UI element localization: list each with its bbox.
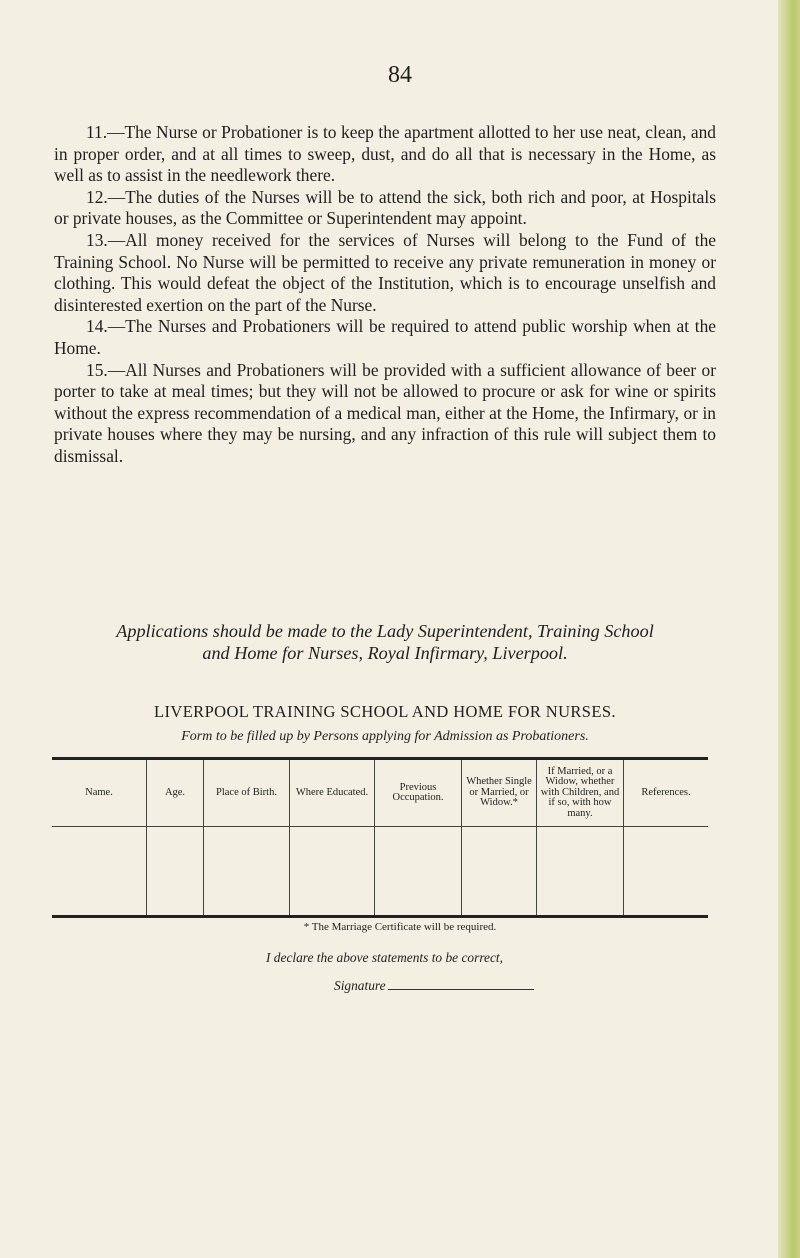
- applications-line-2: and Home for Nurses, Royal Infirmary, Liverpool.: [202, 643, 568, 663]
- declaration: I declare the above statements to be correct,: [266, 950, 503, 965]
- column-header-children: If Married, or a Widow, whether with Children, and if so, with how many.: [537, 760, 623, 827]
- rule-11: 11.—The Nurse or Probationer is to keep the apartment allotted to her use neat, clean, and in proper order, and at all times to sweep, dust, and do all that is necessary in the Home, as well as to assist in the needlework there.: [54, 122, 716, 186]
- rules-section: [54, 122, 716, 468]
- column-where-educated: [289, 760, 374, 915]
- column-marital-status: [461, 760, 536, 915]
- column-header-age: Age.: [147, 760, 203, 827]
- column-references: [623, 760, 708, 915]
- signature-line: [334, 978, 534, 994]
- page-edge: [778, 0, 800, 1258]
- column-header-where-educated: Where Educated.: [290, 760, 374, 827]
- column-previous-occupation: [374, 760, 461, 915]
- column-name: [52, 760, 146, 915]
- rule-14: 14.—The Nurses and Probationers will be required to attend public worship when at the Home.: [54, 316, 716, 358]
- rule-13: 13.—All money received for the services of Nurses will belong to the Fund of the Training School. No Nurse will be permitted to receive any private remuneration in money or clothing. This would defeat the object of the Institution, which is to encourage unselfish and disinterested exertion on the part of the Nurse.: [54, 229, 716, 315]
- column-header-previous-occupation: Previous Occupation.: [375, 760, 461, 827]
- column-place-of-birth: [203, 760, 289, 915]
- column-header-name: Name.: [52, 760, 146, 827]
- signature-label: Signature: [334, 978, 386, 993]
- applications-notice: [54, 620, 716, 664]
- form-title: LIVERPOOL TRAINING SCHOOL AND HOME FOR NURSES.: [154, 702, 616, 721]
- column-children: [536, 760, 623, 915]
- column-age: [146, 760, 203, 915]
- application-form-table: [52, 757, 708, 918]
- column-header-place-of-birth: Place of Birth.: [204, 760, 289, 827]
- column-header-marital-status: Whether Single or Married, or Widow.*: [462, 760, 536, 827]
- signature-blank: [388, 989, 534, 990]
- applications-line-1: Applications should be made to the Lady Superintendent, Training School: [116, 621, 654, 641]
- column-header-references: References.: [624, 760, 708, 827]
- page-number: 84: [388, 62, 412, 88]
- rule-15: 15.—All Nurses and Probationers will be provided with a sufficient allowance of beer or porter to take at meal times; but they will not be allowed to procure or ask for wine or spirits without the express recommendation of a medical man, either at the Home, the Infirmary, or in private houses where they may be nursing, and any infraction of this rule will subject them to dismissal.: [54, 359, 716, 466]
- rule-12: 12.—The duties of the Nurses will be to attend the sick, both rich and poor, at Hospitals or private houses, as the Committee or Superintendent may appoint.: [54, 186, 716, 229]
- footnote: * The Marriage Certificate will be required.: [303, 921, 497, 933]
- form-subtitle: Form to be filled up by Persons applying for Admission as Probationers.: [181, 729, 589, 744]
